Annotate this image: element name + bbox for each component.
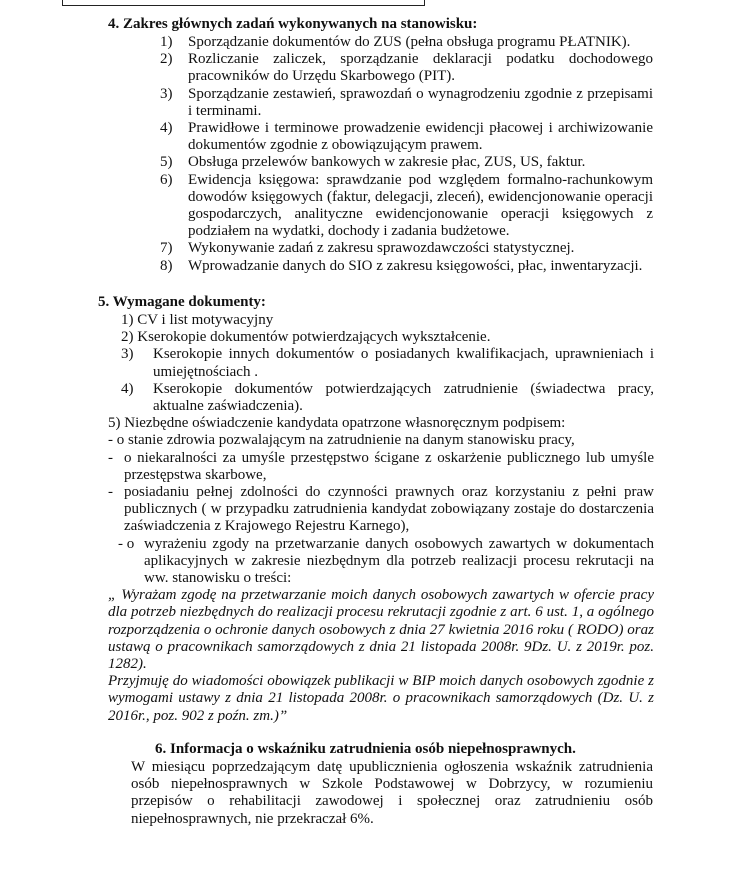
list-item-text: Sporządzanie dokumentów do ZUS (pełna obsługa programu PŁATNIK). — [188, 34, 631, 50]
list-item-text: Obsługa przelewów bankowych w zakresie płac, ZUS, US, faktur. — [188, 154, 586, 171]
list-item-number: 7) — [160, 240, 173, 257]
list-item-number: 5) — [160, 154, 173, 171]
list-item — [108, 346, 654, 380]
list-item — [108, 381, 654, 415]
section-5-body — [108, 312, 654, 725]
list-item-text: Wprowadzanie danych do SIO z zakresu księgowości, płac, inwentaryzacji. — [188, 257, 643, 274]
list-item-number: 2) — [160, 51, 173, 68]
list-item-number: 3) — [121, 346, 134, 363]
list-item-number: 6) — [160, 171, 173, 188]
dash-text: o niekaralności za umyśle przestępstwo ścigane z oskarżenie publicznego lub umyśle przestępstwa skarbowe, — [124, 449, 654, 483]
dash-item — [108, 450, 654, 484]
list-item-text: Kserokopie innych dokumentów o posiadanych kwalifikacjach, uprawnieniach i umiejętnościach . — [153, 346, 654, 380]
dash-item — [108, 484, 654, 536]
dash-text: posiadaniu pełnej zdolności do czynności prawnych oraz korzystaniu z pełni praw publicznych ( w przypadku zatrudnienia kandydat zobowiązany zostaje do dostarczenia zaświadczenia z Krajowego Rejestru Karnego), — [124, 484, 654, 535]
list-item-number: 4) — [121, 380, 134, 397]
dash-mark: - — [108, 449, 113, 466]
consent-quote: „ Wyrażam zgodę na przetwarzanie moich danych osobowych zawartych w ofercie pracy dla potrzeb niezbędnych do realizacji procesu rekrutacji zgodnie z art. 6 ust. 1, a ogólnego rozporządzenia o ochronie danych osobowych z dnia 27 kwietnia 2016 roku ( RODO) oraz ustawą o pracownikach samorządowych z dnia 21 listopada 2008r. 9Dz. U. z 2019r. poz. 1282). — [108, 587, 654, 673]
list-item-number: 1) — [160, 34, 173, 50]
section-6-text: W miesiącu poprzedzającym datę upublicznienia ogłoszenia wskaźnik zatrudnienia osób niepełnosprawnych w Szkole Podstawowej w Dobrzycy, w rozumieniu przepisów o rehabilitacji zawodowej i społecznej oraz zatrudnieniu osób niepełnosprawnych, nie przekraczał 6%. — [131, 759, 653, 827]
list-item — [160, 240, 653, 257]
list-item — [160, 120, 653, 154]
list-item-number: 4) — [160, 120, 173, 137]
list-item-text: Sporządzanie zestawień, sprawozdań o wynagrodzeniu zgodnie z przepisami i terminami. — [188, 85, 653, 119]
list-item: 1) CV i list motywacyjny — [121, 312, 274, 328]
list-item: 2) Kserokopie dokumentów potwierdzających wykształcenie. — [121, 329, 491, 346]
section-5-heading: 5. Wymagane dokumenty: — [98, 294, 266, 310]
top-frame-box — [62, 0, 425, 6]
list-item: 5) Niezbędne oświadczenie kandydata opatrzone własnoręcznym podpisem: — [108, 415, 566, 432]
list-item-number: 3) — [160, 85, 173, 102]
dash-mark: - o — [118, 535, 135, 552]
list-item — [160, 34, 653, 51]
list-item — [160, 51, 653, 85]
list-item — [160, 258, 653, 275]
list-item — [160, 86, 653, 120]
list-item — [160, 154, 653, 171]
section-4-list — [160, 34, 653, 275]
consent-quote: Przyjmuję do wiadomości obowiązek publikacji w BIP moich danych osobowych zgodnie z wymogami ustawy z dnia 21 listopada 2008r. o pracownikach samorządowych (Dz. U. z 2016r., poz. 902 z poźn. zm.)” — [108, 673, 654, 724]
section-6-heading: 6. Informacja o wskaźniku zatrudnienia osób niepełnosprawnych. — [155, 741, 576, 757]
dash-mark: - — [108, 484, 113, 501]
list-item-text: Rozliczanie zaliczek, sporządzanie deklaracji podatku dochodowego pracowników do Urzędu Skarbowego (PIT). — [188, 51, 653, 85]
list-item-text: Kserokopie dokumentów potwierdzających zatrudnienie (świadectwa pracy, aktualne zaświadczenia). — [153, 380, 654, 415]
list-item-text: Prawidłowe i terminowe prowadzenie ewidencji płacowej i archiwizowanie dokumentów zgodnie z obowiązującym prawem. — [188, 120, 653, 154]
list-item-number: 8) — [160, 257, 173, 274]
list-item — [160, 172, 653, 241]
dash-text: wyrażeniu zgody na przetwarzanie danych osobowych zawartych w dokumentach aplikacyjnych w zakresie niezbędnym dla potrzeb realizacji procesu rekrutacji na ww. stanowisku o treści: — [144, 535, 654, 587]
list-item-text: Ewidencja księgowa: sprawdzanie pod względem formalno-rachunkowym dowodów księgowych (faktur, delegacji, zleceń), ewidencjonowanie operacji gospodarczych, analityczne ewidencjonowanie operacji księgowych z podziałem na wydatki, dochody i zadania budżetowe. — [188, 171, 653, 240]
section-4-heading: 4. Zakres głównych zadań wykonywanych na stanowisku: — [108, 16, 478, 32]
dash-item: - o stanie zdrowia pozwalającym na zatrudnienie na danym stanowisku pracy, — [108, 432, 575, 449]
dash-item — [108, 536, 654, 588]
list-item-text: Wykonywanie zadań z zakresu sprawozdawczości statystycznej. — [188, 240, 575, 257]
